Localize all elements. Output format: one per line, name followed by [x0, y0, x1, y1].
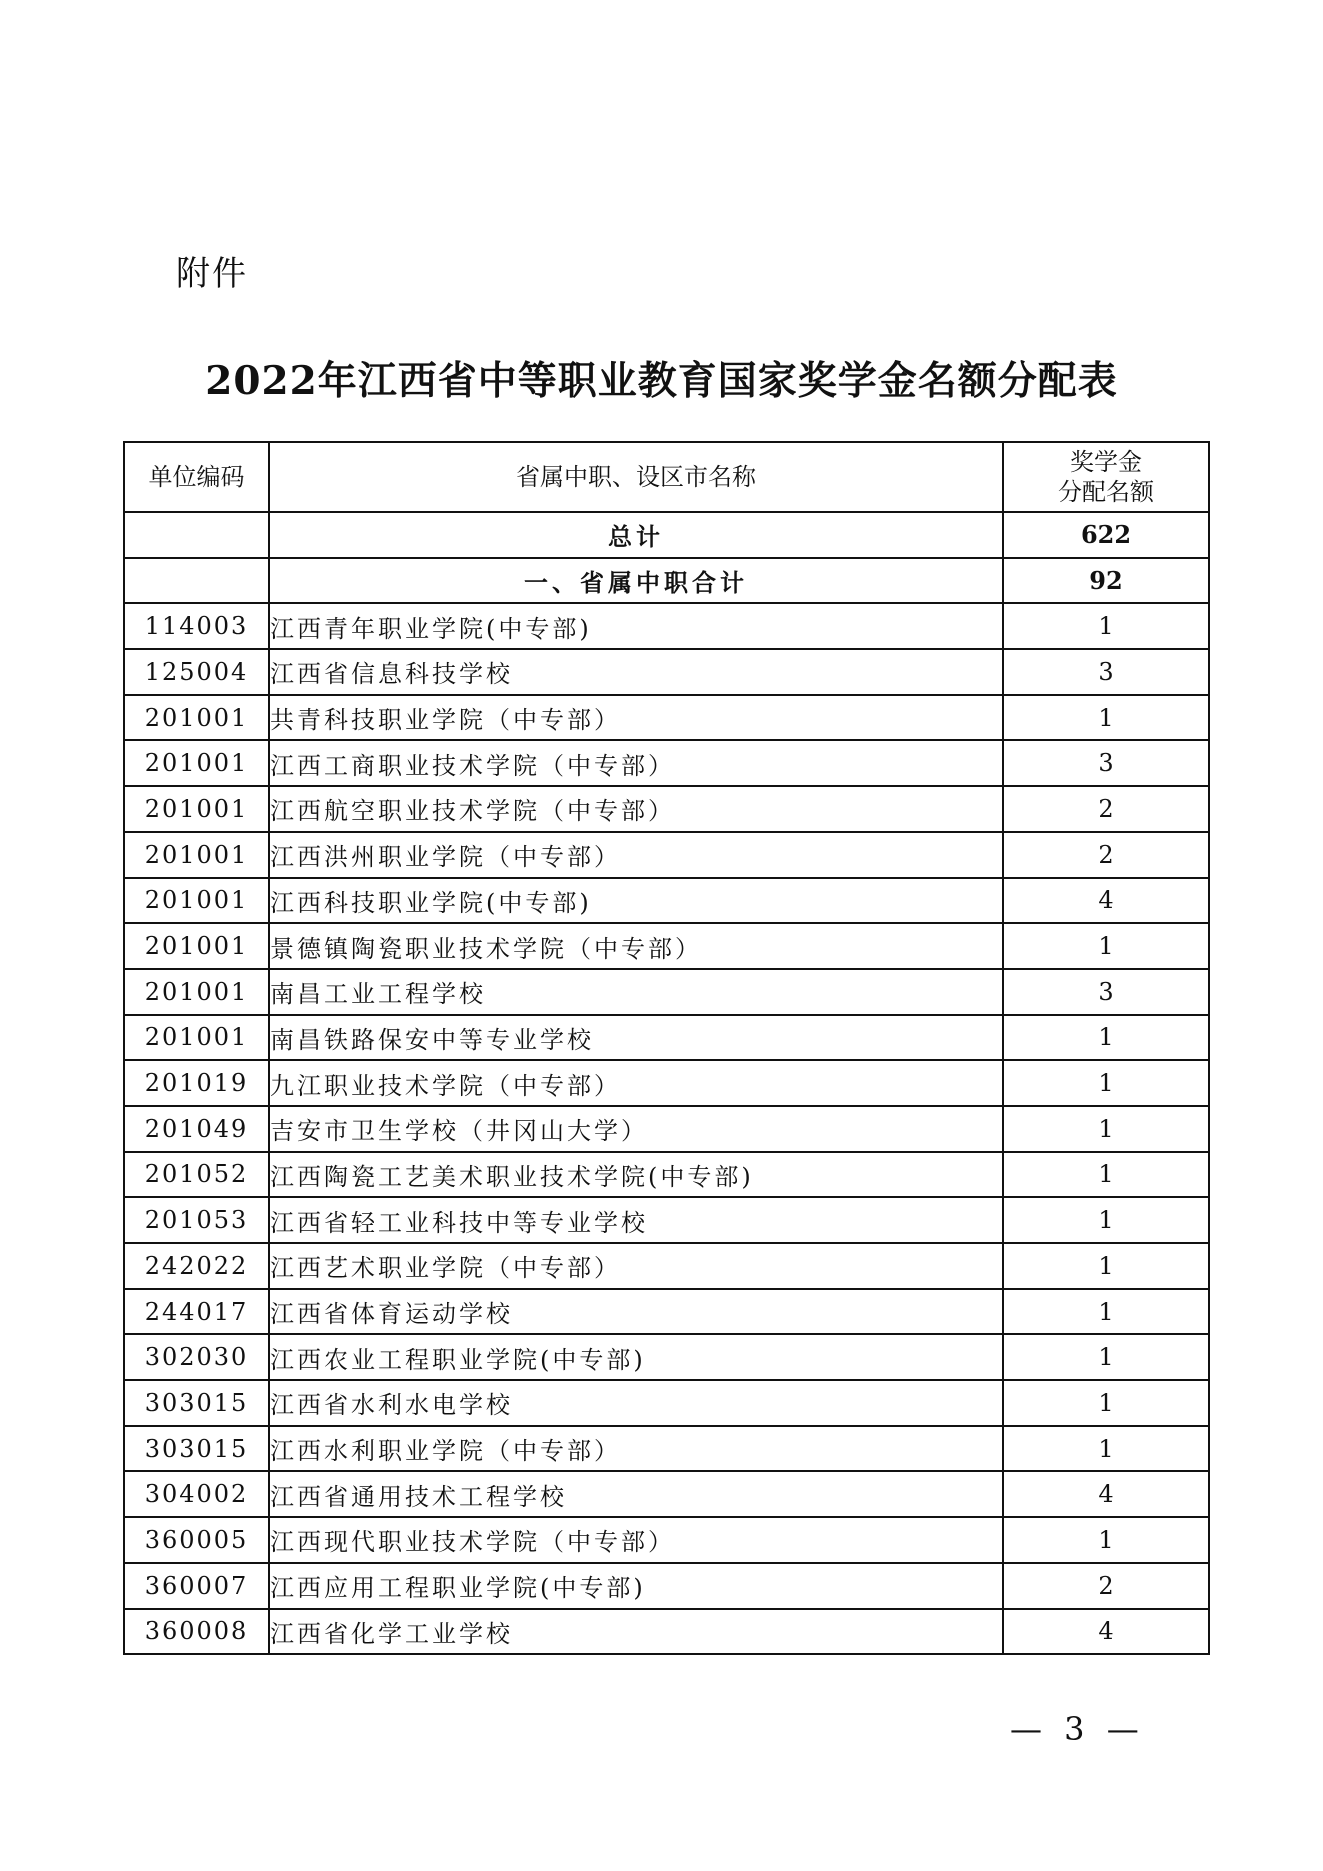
- table-row: [124, 1609, 1209, 1655]
- table-row: [124, 1197, 1209, 1243]
- unit-code-cell: 125004: [124, 649, 269, 695]
- quota-cell: 1: [1003, 603, 1209, 649]
- quota-cell: 1: [1003, 1197, 1209, 1243]
- unit-code-cell: 201053: [124, 1197, 269, 1243]
- unit-name-cell: 南昌铁路保安中等专业学校: [269, 1015, 1003, 1061]
- unit-code-cell: 242022: [124, 1243, 269, 1289]
- quota-cell: 2: [1003, 832, 1209, 878]
- unit-code-cell: 302030: [124, 1334, 269, 1380]
- unit-name-cell: 吉安市卫生学校（井冈山大学）: [269, 1106, 1003, 1152]
- unit-code-cell: 201001: [124, 832, 269, 878]
- table-row: [124, 878, 1209, 924]
- quota-cell: 3: [1003, 969, 1209, 1015]
- quota-cell: 4: [1003, 878, 1209, 924]
- table-row: [124, 1563, 1209, 1609]
- unit-name-cell: 景德镇陶瓷职业技术学院（中专部）: [269, 923, 1003, 969]
- unit-name-cell: 江西省轻工业科技中等专业学校: [269, 1197, 1003, 1243]
- table-row: [124, 1152, 1209, 1198]
- table-row: [124, 1106, 1209, 1152]
- document-title: 2022年江西省中等职业教育国家奖学金名额分配表: [205, 358, 1118, 404]
- unit-code-cell: 303015: [124, 1426, 269, 1472]
- quota-cell: 3: [1003, 649, 1209, 695]
- quota-cell: 1: [1003, 1380, 1209, 1426]
- unit-code-cell: 201019: [124, 1060, 269, 1106]
- table-row: [124, 1471, 1209, 1517]
- quota-cell: 4: [1003, 1609, 1209, 1655]
- quota-cell: 1: [1003, 1517, 1209, 1563]
- header-code: 单位编码: [124, 442, 269, 512]
- table-row: [124, 1289, 1209, 1335]
- header-quota: [1003, 442, 1209, 512]
- unit-code-cell: 201001: [124, 969, 269, 1015]
- unit-code-cell: 201001: [124, 695, 269, 741]
- unit-code-cell: 201001: [124, 878, 269, 924]
- unit-code-cell: 201001: [124, 740, 269, 786]
- table-row: [124, 1243, 1209, 1289]
- table-row: [124, 1426, 1209, 1472]
- unit-code-cell: 201001: [124, 1015, 269, 1061]
- table-row: [124, 923, 1209, 969]
- unit-name-cell: 江西省化学工业学校: [269, 1609, 1003, 1655]
- unit-name-cell: 江西陶瓷工艺美术职业技术学院(中专部): [269, 1152, 1003, 1198]
- unit-code-cell: 201001: [124, 923, 269, 969]
- subtotal-row: [124, 558, 1209, 604]
- quota-cell: 2: [1003, 786, 1209, 832]
- table-row: [124, 740, 1209, 786]
- table-row: [124, 1380, 1209, 1426]
- quota-allocation-table: [123, 441, 1210, 1655]
- unit-name-cell: 江西洪州职业学院（中专部）: [269, 832, 1003, 878]
- unit-code-cell: 201001: [124, 786, 269, 832]
- quota-cell: 1: [1003, 1015, 1209, 1061]
- unit-code-cell: 304002: [124, 1471, 269, 1517]
- table-row: [124, 1060, 1209, 1106]
- total-row: [124, 512, 1209, 558]
- table-header-row: [124, 442, 1209, 512]
- unit-name-cell: 江西应用工程职业学院(中专部): [269, 1563, 1003, 1609]
- unit-name-cell: 江西省水利水电学校: [269, 1380, 1003, 1426]
- unit-code-cell: 244017: [124, 1289, 269, 1335]
- subtotal-label: 一、省属中职合计: [269, 558, 1003, 604]
- quota-cell: 1: [1003, 1334, 1209, 1380]
- quota-cell: 3: [1003, 740, 1209, 786]
- quota-cell: 1: [1003, 1426, 1209, 1472]
- unit-name-cell: 江西现代职业技术学院（中专部）: [269, 1517, 1003, 1563]
- table-row: [124, 1015, 1209, 1061]
- table-row: [124, 695, 1209, 741]
- unit-code-cell: 201052: [124, 1152, 269, 1198]
- header-name: 省属中职、设区市名称: [269, 442, 1003, 512]
- quota-cell: 1: [1003, 923, 1209, 969]
- unit-name-cell: 江西省体育运动学校: [269, 1289, 1003, 1335]
- unit-name-cell: 江西青年职业学院(中专部): [269, 603, 1003, 649]
- unit-code-cell: 360008: [124, 1609, 269, 1655]
- quota-cell: 1: [1003, 1289, 1209, 1335]
- table-row: [124, 786, 1209, 832]
- quota-cell: 1: [1003, 695, 1209, 741]
- total-label: 总计: [269, 512, 1003, 558]
- table-row: [124, 1334, 1209, 1380]
- unit-name-cell: 江西工商职业技术学院（中专部）: [269, 740, 1003, 786]
- unit-name-cell: 共青科技职业学院（中专部）: [269, 695, 1003, 741]
- quota-cell: 4: [1003, 1471, 1209, 1517]
- unit-name-cell: 江西艺术职业学院（中专部）: [269, 1243, 1003, 1289]
- unit-name-cell: 江西省信息科技学校: [269, 649, 1003, 695]
- quota-cell: 1: [1003, 1243, 1209, 1289]
- total-value: 622: [1003, 512, 1209, 558]
- quota-cell: 2: [1003, 1563, 1209, 1609]
- unit-name-cell: 江西省通用技术工程学校: [269, 1471, 1003, 1517]
- header-quota-line1: 奖学金: [1070, 448, 1142, 476]
- table-row: [124, 1517, 1209, 1563]
- unit-name-cell: 江西农业工程职业学院(中专部): [269, 1334, 1003, 1380]
- table-row: [124, 603, 1209, 649]
- table-row: [124, 969, 1209, 1015]
- quota-cell: 1: [1003, 1152, 1209, 1198]
- table-row: [124, 649, 1209, 695]
- unit-code-cell: 201049: [124, 1106, 269, 1152]
- unit-code-cell: 360007: [124, 1563, 269, 1609]
- unit-name-cell: 江西水利职业学院（中专部）: [269, 1426, 1003, 1472]
- unit-name-cell: 九江职业技术学院（中专部）: [269, 1060, 1003, 1106]
- page-number: — 3 —: [1010, 1710, 1145, 1748]
- table-row: [124, 832, 1209, 878]
- quota-cell: 1: [1003, 1106, 1209, 1152]
- unit-name-cell: 江西科技职业学院(中专部): [269, 878, 1003, 924]
- unit-code-cell: 303015: [124, 1380, 269, 1426]
- attachment-label: 附件: [176, 254, 248, 294]
- unit-code-cell: 114003: [124, 603, 269, 649]
- total-code-cell: [124, 512, 269, 558]
- subtotal-code-cell: [124, 558, 269, 604]
- subtotal-value: 92: [1003, 558, 1209, 604]
- unit-name-cell: 江西航空职业技术学院（中专部）: [269, 786, 1003, 832]
- header-quota-line2: 分配名额: [1058, 478, 1154, 506]
- unit-name-cell: 南昌工业工程学校: [269, 969, 1003, 1015]
- quota-cell: 1: [1003, 1060, 1209, 1106]
- unit-code-cell: 360005: [124, 1517, 269, 1563]
